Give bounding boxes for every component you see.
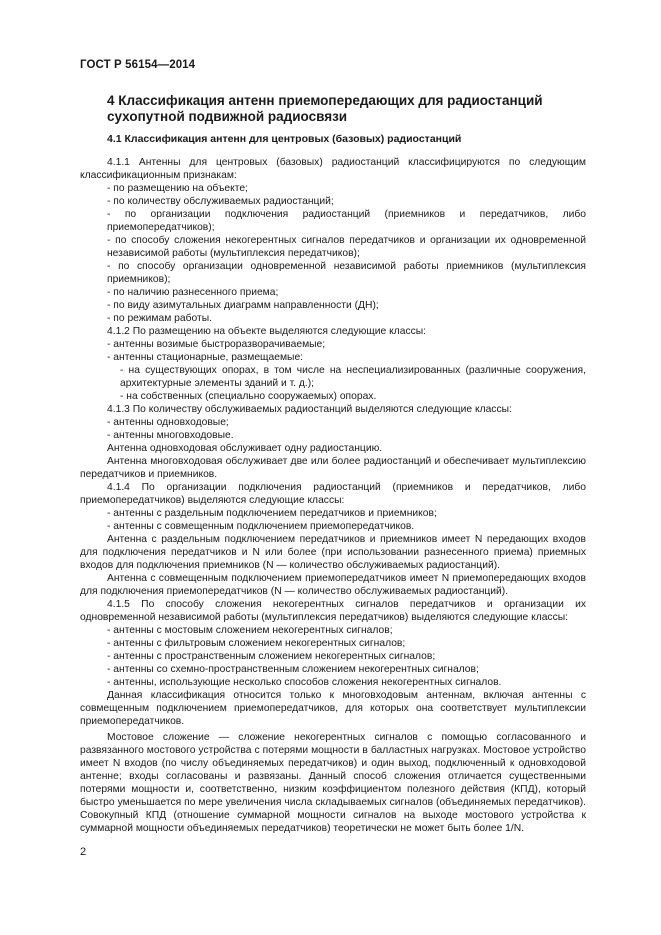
paragraph: 4.1.3 По количеству обслуживаемых радиостанций выделяются следующие классы:	[107, 404, 512, 415]
paragraph: 4.1.5 По способу сложения некогерентных сигналов передатчиков и организации их одновременной независимой работы (мультиплексия передатчиков) выделяются следующие классы:	[80, 599, 586, 623]
list-item: - антенны многовходовые.	[107, 430, 234, 441]
paragraph: 4.1.2 По размещению на объекте выделяются следующие классы:	[107, 326, 427, 337]
list-item: - антенны с совмещенным подключением приемопередатчиков.	[107, 521, 415, 532]
list-item: - антенны с раздельным подключением передатчиков и приемников;	[107, 508, 437, 519]
paragraph: Данная классификация относится только к многовходовым антеннам, включая антенны с совмещенным подключением приемопередатчиков, для которых она соответствует мультиплексии приемопередатчиков.	[80, 690, 586, 727]
subsection-title: 4.1 Классификация антенн для центровых (базовых) радиостанций	[107, 133, 462, 145]
paragraph: Антенна с совмещенным подключением приемопередатчиков имеет N приемопередающих входов для подключения приемопередатчиков (N — количество обслуживаемых радиостанций).	[80, 573, 586, 597]
list-item: - по режимам работы.	[107, 313, 213, 324]
list-item: - по виду азимутальных диаграмм направленности (ДН);	[107, 300, 379, 311]
list-item: - антенны с фильтровым сложением некогерентных сигналов;	[107, 638, 406, 649]
document-body	[80, 156, 586, 835]
list-item: - по способу сложения некогерентных сигналов передатчиков и организации их одновременной независимой работы (мультиплексия передатчиков);	[107, 235, 586, 259]
list-item: - по количеству обслуживаемых радиостанций;	[107, 196, 334, 207]
list-item: - по способу организации одновременной независимой работы приемников (мультиплексия приемников);	[107, 261, 586, 285]
list-item: - антенны со схемно-пространственным сложением некогерентных сигналов;	[107, 664, 479, 675]
standard-header: ГОСТ Р 56154—2014	[80, 59, 196, 71]
paragraph: Антенна многовходовая обслуживает две или более радиостанций и обеспечивает мультиплексию передатчиков и приемников.	[80, 456, 586, 480]
sub-list-item: - на существующих опорах, в том числе на неспециализированных (различные сооружения, архитектурные элементы зданий и т. д.);	[120, 365, 586, 389]
page-number: 2	[80, 846, 87, 858]
paragraph: 4.1.4 По организации подключения радиостанций (приемников и передатчиков, либо приемопередатчиков) выделяются следующие классы:	[80, 482, 586, 506]
list-item: - антенны, использующие несколько способов сложения некогерентных сигналов.	[107, 677, 502, 688]
section-title: 4 Классификация антенн приемопередающих для радиостанций сухопутной подвижной радиосвязи	[107, 93, 543, 124]
paragraph: Антенна с раздельным подключением передатчиков и приемников имеет N передающих входов для подключения передатчиков и N или более (при использовании разнесенного приема) приемных входов для подключения приемников (N — количество обслуживаемых радиостанций).	[80, 534, 586, 571]
sub-list-item: - на собственных (специально сооружаемых) опорах.	[120, 391, 377, 402]
list-item: - антенны возимые быстроразворачиваемые;	[107, 339, 326, 350]
list-item: - по организации подключения радиостанций (приемников и передатчиков, либо приемопередатчиков);	[107, 209, 586, 233]
list-item: - по наличию разнесенного приема;	[107, 287, 279, 298]
paragraph: Антенна одновходовая обслуживает одну радиостанцию.	[107, 443, 383, 454]
list-item: - по размещению на объекте;	[107, 183, 248, 194]
paragraph: Мостовое сложение — сложение некогерентных сигналов с помощью согласованного и развязанного мостового устройства с потерями мощности в балластных нагрузках. Мостовое устройство имеет N входов (по числу объединяемых передатчиков) и один выход, подключенный к одновходовой антенне; входы согласованы и развязаны. Данный способ сложения отличается существенными потерями мощности и, соответственно, низким коэффициентом полезного действия (КПД), который быстро уменьшается по мере увеличения числа складываемых сигналов (объединяемых передатчиков). Совокупный КПД (отношение суммарной мощности сигналов на выходе мостового устройства к суммарной мощности объединяемых передатчиков) теоретически не может быть более 1/N.	[80, 732, 586, 834]
list-item: - антенны с мостовым сложением некогерентных сигналов;	[107, 625, 393, 636]
list-item: - антенны одновходовые;	[107, 417, 229, 428]
paragraph: 4.1.1 Антенны для центровых (базовых) радиостанций классифицируются по следующим классификационным признакам:	[80, 157, 586, 181]
list-item: - антенны стационарные, размещаемые:	[107, 352, 304, 363]
list-item: - антенны с пространственным сложением некогерентных сигналов;	[107, 651, 436, 662]
